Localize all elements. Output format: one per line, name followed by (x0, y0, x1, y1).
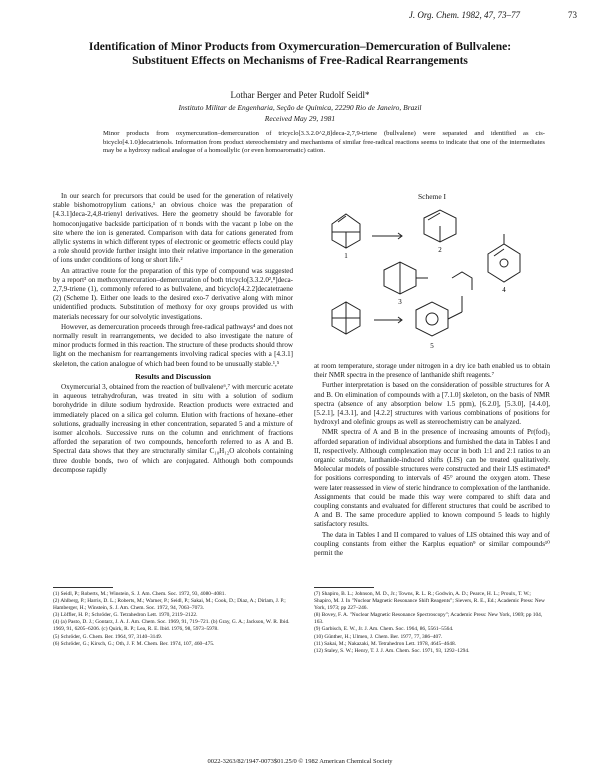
label-4: 4 (502, 286, 506, 294)
structure-1 (332, 214, 360, 248)
reference-item: (6) Schröder, G.; Kirsch, G.; Oth, J. F. M. Chem. Ber. 1974, 107, 460–475. (53, 640, 215, 647)
footnote-rule-right (314, 587, 374, 588)
affiliation: Instituto Militar de Engenharia, Seção de Química, 22290 Rio de Janeiro, Brazil (178, 103, 422, 112)
label-5: 5 (430, 342, 434, 350)
intro-paragraph-1: In our search for precursors that could be used for the generation of relatively stable bishomotropylium cations,¹ an obvious choice was the preparation of [4.3.1]deca-2,4,8-trienyl derivatives. Here the geometry should be favorable for homoconjugative backside participation of π bonds with the vacant p lobe on the site where the ion is generated. Comparison with data for cations generated from allylic systems in which different types of electronic or geometric effects could play a role should provide further insight into their relative importance in the generation of ions under conditions of long or short life.² (53, 192, 293, 265)
reference-item: (5) Schröder, G. Chem. Ber. 1964, 97, 3140–3149. (53, 633, 163, 640)
reference-item: (10) Günther, H.; Ulmen, J. Chem. Ber. 1977, 77, 386–407. (314, 633, 443, 640)
reference-item: (1) Seidl, P.; Roberts, M.; Winstein, S. J. Am. Chem. Soc. 1972, 93, 4080–4081. (53, 591, 226, 597)
label-2: 2 (438, 246, 442, 254)
reference-item: (11) Sakai, M.; Nakazaki, M. Tetrahedron Lett. 1978, 4645–4648. (314, 640, 456, 647)
structure-5 (332, 302, 360, 334)
right-paragraph-3: NMR spectra of A and B in the presence of increasing amounts of Pr(fod)₃ afforded separation of individual absorptions and furnished the data in Tables I and II, respectively. Although complexation may occur in both 1:1 and 2:1 ratios to an organic substrate, lanthanide-induced shifts (LIS) can be treated qualitatively. Molecular models of possible structures were constructed and their LIS estimated⁸ for positions corresponding to intervals of 45° around the oxygen atom. These were later reassessed in view of steric hindrance to complexation of the lanthanide. Assignments that could be made this way were compared to shift data and coupling constants and evaluated for different structures that could be ascribed to A and B. The same procedure applied to known compound 5 leads to highly satisfactory results. (314, 428, 550, 529)
section-heading-results: Results and Discussion (135, 371, 211, 381)
journal-header: J. Org. Chem. 1982, 47, 73–77 (408, 10, 520, 20)
reference-item: (7) Shapiro, B. L.; Johnson, M. D., Jr.; Towns, R. L. R.; Godwin, A. D.; Pearce, H. L.; Proulx, T. W.; Shapiro, M. J. In "Nuclear Magnetic Resonance Shift Reagents"; Sievers, R. E., Ed.; Academic Press: New York, 1973; pp 227–246. (314, 591, 545, 612)
authors: Lothar Berger and Peter Rudolf Seidl* (230, 90, 370, 100)
structure-6 (416, 302, 462, 336)
scheme-figure (312, 192, 552, 358)
intro-paragraph-2: An attractive route for the preparation of this type of compound was suggested by a report³ on methoxymercuration–demercuration of both tricyclo[3.3.2.0²,⁸]deca-2,7,9-triene (1), commonly refered to as bullvalene, and bicyclo[4.2.2]decatetraene (2) (Scheme I). Either one leads to the desired exo-7 derivative along with minor unidentified products. Substitution of methoxy for oxy groups provided us with materials necessary for our solvolytic investigations. (53, 266, 293, 321)
intro-paragraph-3: However, as demercuration proceeds through free-radical pathways⁴ and does not normally result in rearrangements, we decided to also investigate the nature of minor products formed in this reaction. The structure of these products should throw light on the mechanism for rearrangements involving radical species with a [4.3.1] skeleton, the cation analogue of which had been found to be unusually stable.¹,⁵ (53, 322, 293, 368)
right-paragraph-1: at room temperature, storage under nitrogen in a dry ice bath enabled us to obtain their NMR spectra in the presence of lanthanide shift reagents.⁷ (314, 362, 550, 380)
copyright-footer: 0022-3263/82/1947-0073$01.25/0 © 1982 American Chemical Society (207, 758, 393, 765)
label-1: 1 (344, 252, 348, 260)
references-left (53, 591, 293, 648)
footnote-rule-left (53, 587, 113, 588)
right-column (314, 362, 550, 559)
page-number: 73 (568, 10, 577, 20)
reference-item: (4) (a) Pasto, D. J.; Gontarz, J. A. J. Am. Chem. Soc. 1969, 91, 719–721. (b) Gray, G. A.; Jackson, W. R. Ibid. 1969, 91, 6205–6206. (c) Quirk, R. P.; Lea, R. E. Ibid. 1976, 98, 5973–5978. (53, 619, 290, 633)
label-3: 3 (398, 298, 402, 306)
reference-item: (9) Garbisch, E. W., Jr. J. Am. Chem. Soc. 1964, 86, 5561–5564. (314, 626, 454, 633)
right-paragraph-4: The data in Tables I and II compared to values of LIS obtained this way and of coupling constants from either the Karplus equation⁹ or similar compounds¹⁰ permit the (314, 530, 550, 558)
reference-item: (2) Ahlberg, P.; Harris, D. L.; Roberts, M.; Warner, P.; Seidl, P.; Sakai, M.; Cook, D.; Diaz, A.; Dirlam, J. P.; Hamberger, H.; Winstein, S. J. Am. Chem. Soc. 1972, 94, 7063–7073. (53, 598, 286, 612)
reference-item: (12) Staley, S. W.; Henry, T. J. J. Am. Chem. Soc. 1971, 93, 1292–1294. (314, 647, 470, 654)
received-date: Received May 29, 1981 (264, 114, 336, 123)
structure-3 (384, 262, 428, 294)
article-title: Identification of Minor Products from Oxymercuration–Demercuration of Bullvalene: Substituent Effects on Mechanisms of Free-Radical Rearrangements (88, 41, 512, 67)
structure-4 (488, 234, 520, 282)
reference-item: (3) Löffler, H. P.; Schröder, G. Tetrahedron Lett. 1970, 2119–2122. (53, 612, 198, 619)
structure-2 (424, 210, 456, 242)
abstract: Minor products from oxymercuration–demercuration of tricyclo[3.3.2.0^2,8]deca-2,7,9-triene (bullvalene) were separated and identified as cis-bicyclo[4.1.0]decatrienols. Information from product stereochemistry and mechanisms of similar free-radical reactions seems to indicate that one of the intermediates may be a hydroxy radical analogue of a homoallylic (or even homoaromatic) cation. (103, 130, 545, 155)
scheme-title: Scheme I (417, 192, 447, 201)
results-paragraph: Oxymercurial 3, obtained from the reaction of bullvalene⁶,⁷ with mercuric acetate in aqueous tetrahydrofuran, was treated in situ with a solution of sodium borohydride in dilute sodium hydroxide. Reaction products were extracted and immediately placed on a silica gel column. Elution with fractions of hexane–ether solutions, gradually increasing in ether concentration, separated 5 and a mixture of isomer alcohols. Successive runs on the column and enrichment of fractions afforded the separation of two compounds, henceforth referred to as A and B. Spectral data shows that they are structurally similar C₁₀H₁₂O alcohols containing three double bonds, two of which are conjugated. Although both compounds decompose rapidly (53, 383, 293, 474)
reference-item: (8) Bovey, F. A. "Nuclear Magnetic Resonance Spectroscopy"; Academic Press: New York, 1969; pp 104, 163. (314, 612, 543, 626)
side-chain (452, 272, 472, 290)
right-paragraph-2: Further interpretation is based on the consideration of possible structures for A and B. On elimination of compounds with a [7.1.0] skeleton, on the basis of NMR spectra (absence of any absorption below 1.5 ppm), [6.2.0], [5.3.0], [4.4.0], [5.2.1], [4.3.1], and [4.2.2] structures with various combinations of positions for hydroxyl and olefinic groups as well as stereochemistry can be analyzed. (314, 381, 550, 427)
references-right (314, 591, 550, 655)
left-column (53, 192, 293, 476)
